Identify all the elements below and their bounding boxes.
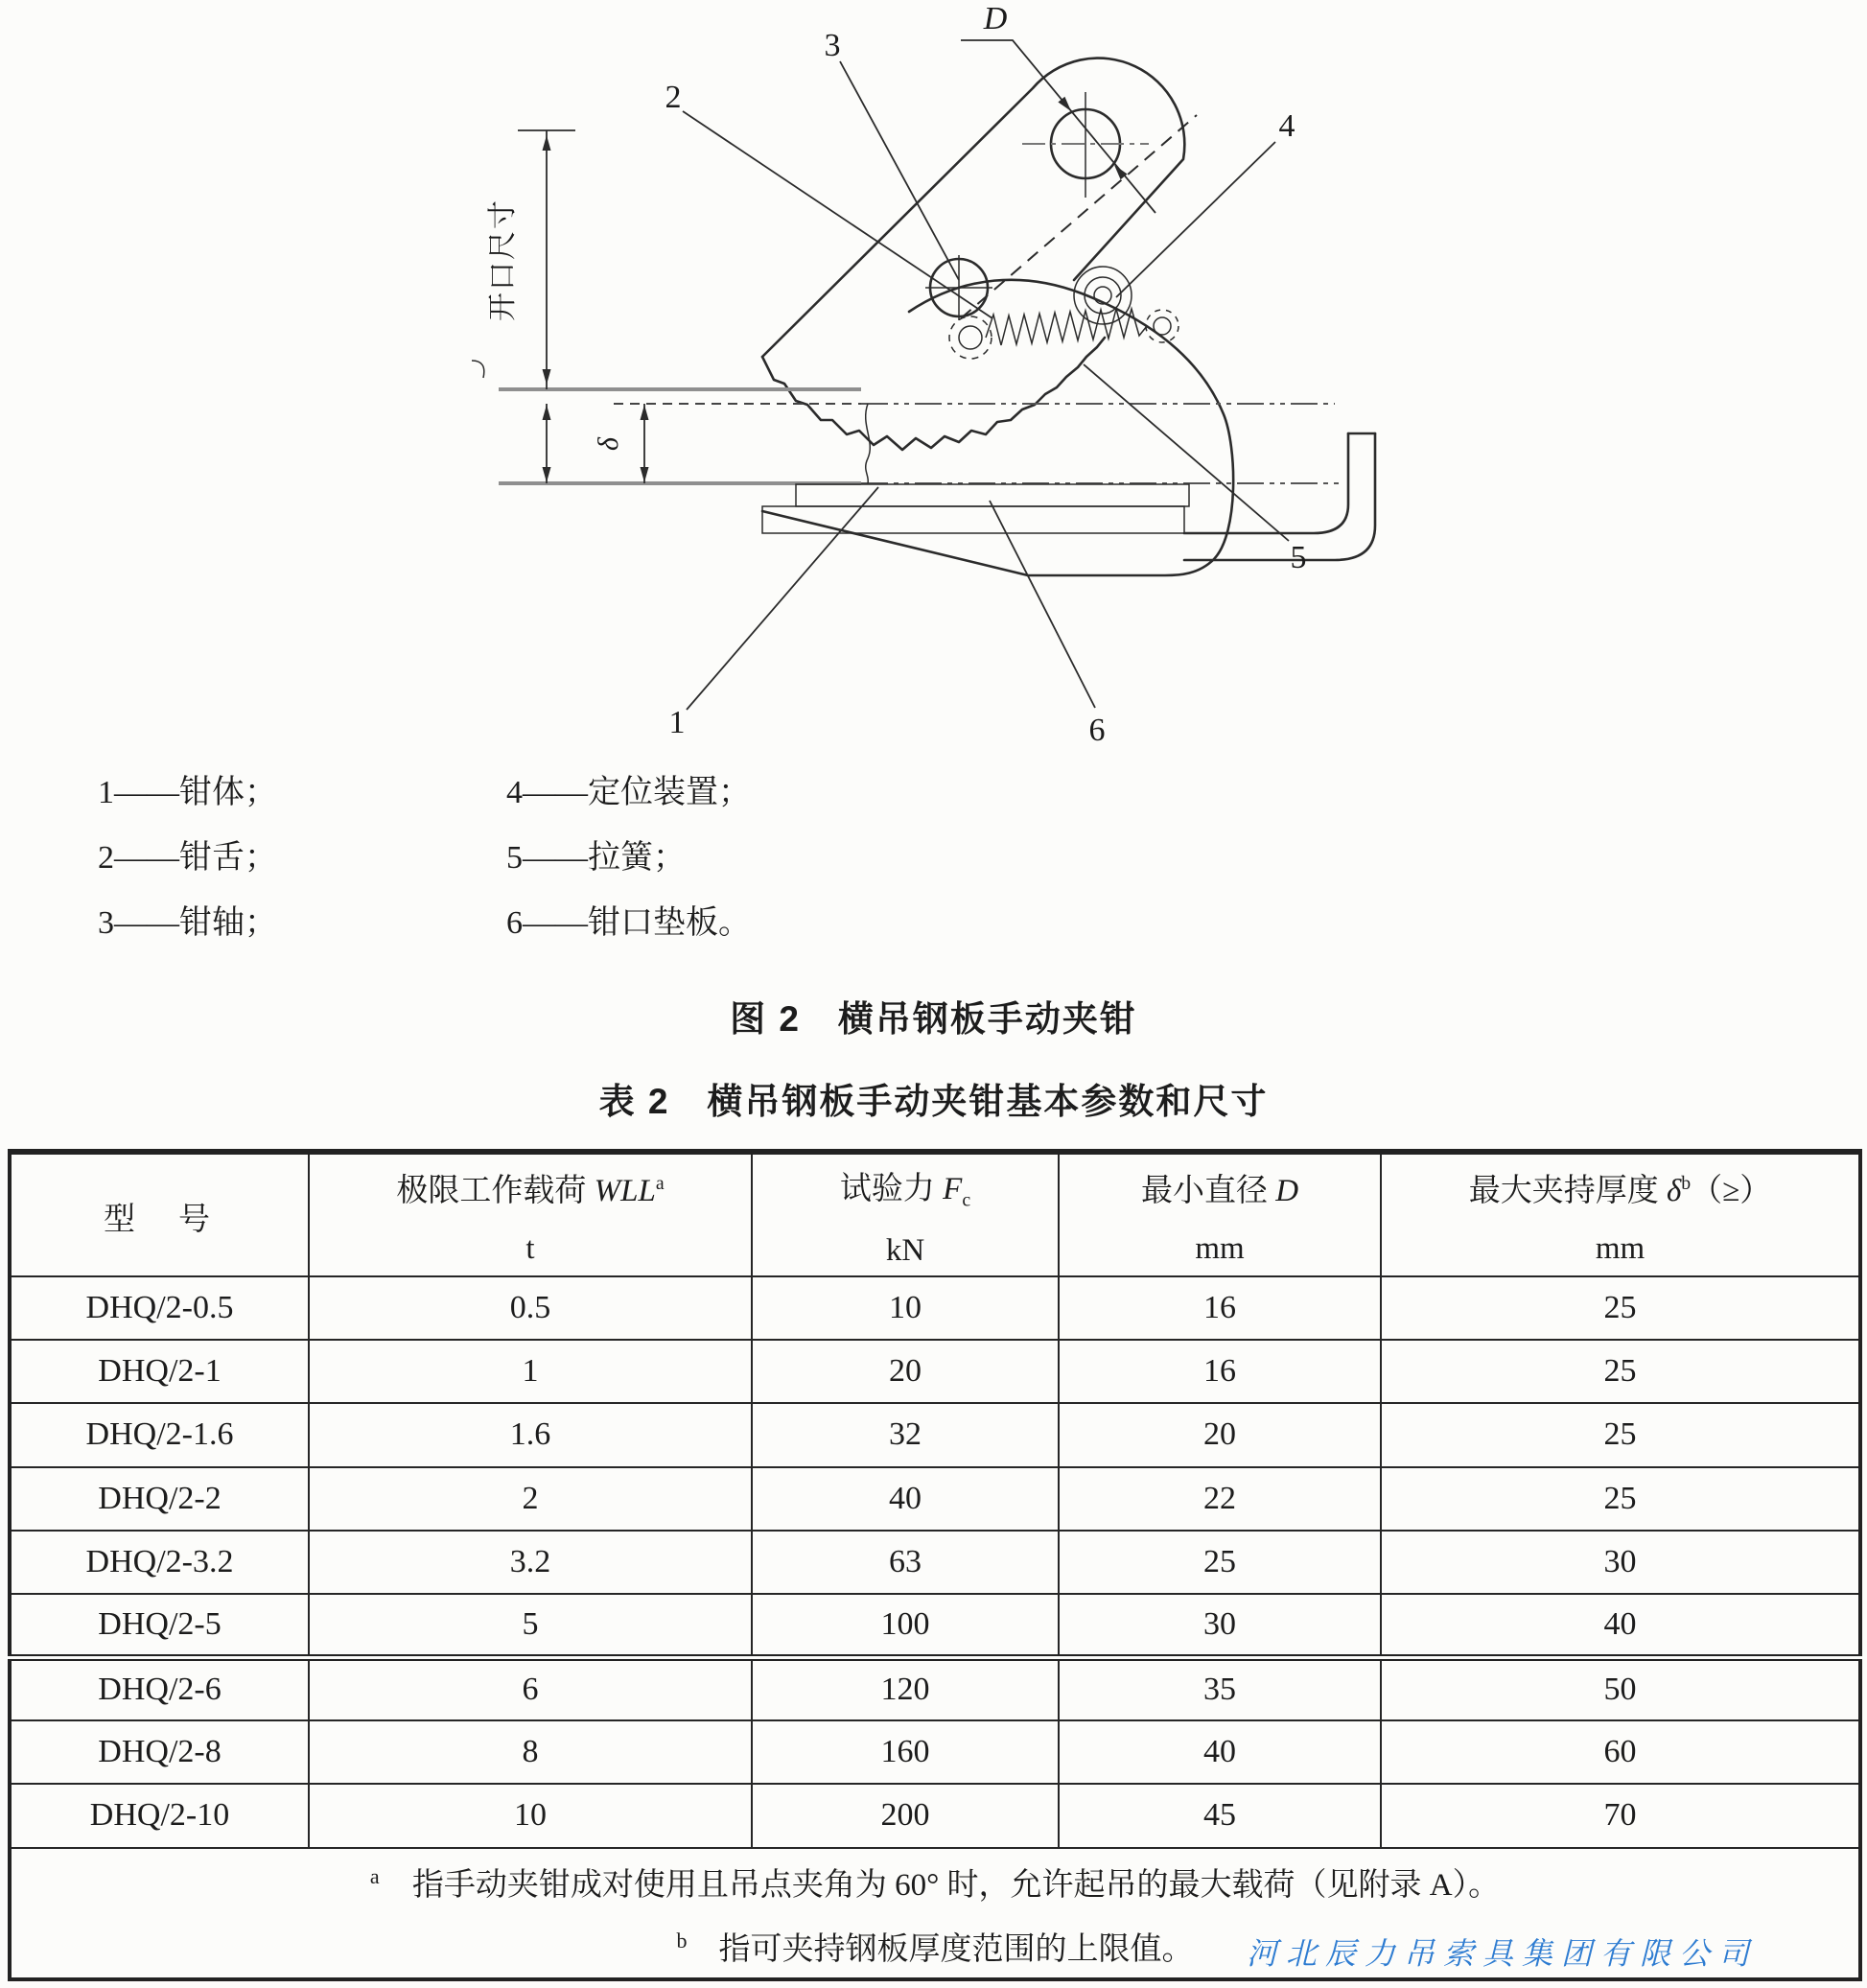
cell-max-thickness: 25 [1381, 1467, 1860, 1531]
footnote-b-marker: b [676, 1928, 688, 1953]
header-max-thickness-title: 最大夹持厚度 [1468, 1174, 1667, 1208]
header-min-diameter-title: 最小直径 [1140, 1174, 1276, 1208]
footnote-a [12, 1849, 1858, 1913]
leader-3 [840, 61, 959, 280]
d-dimension-leader [961, 40, 1155, 213]
cell-max-thickness: 40 [1381, 1594, 1860, 1657]
company-watermark: 河北辰力吊索具集团有限公司 [1247, 1936, 1759, 1971]
legend-item-label: ——定位装置； [523, 775, 751, 810]
legend-item [98, 765, 277, 830]
header-model-title: 型 号 [104, 1202, 216, 1237]
cell-model: DHQ/2-6 [10, 1657, 309, 1720]
table-row [10, 1340, 1860, 1403]
clamp-diagram [0, 0, 1867, 767]
header-max-thickness [1381, 1152, 1860, 1276]
leader-4 [1116, 142, 1275, 297]
cell-max-thickness: 25 [1381, 1403, 1860, 1466]
legend-left-column [98, 765, 277, 961]
cell-wll: 3.2 [309, 1531, 752, 1594]
wll-footnote-ref: a [655, 1173, 665, 1194]
cell-model: DHQ/2-10 [10, 1784, 309, 1847]
legend-item [506, 830, 751, 896]
table-row [10, 1531, 1860, 1594]
cell-test-force: 40 [752, 1467, 1059, 1531]
cell-max-thickness: 25 [1381, 1340, 1860, 1403]
header-max-thickness-unit: mm [1595, 1231, 1645, 1266]
delta-label: δ [593, 435, 624, 451]
header-test-force-unit: kN [885, 1232, 925, 1268]
plate-end-curl [472, 361, 484, 378]
cell-min-diameter: 25 [1059, 1531, 1381, 1594]
test-force-symbol: F [943, 1172, 963, 1207]
opening-size-label: 开口尺寸 [487, 199, 519, 321]
legend-item-number: 4 [506, 775, 523, 810]
cell-model: DHQ/2-5 [10, 1594, 309, 1657]
legend-item-label: ——钳口垫板。 [523, 905, 751, 941]
cell-test-force: 63 [752, 1531, 1059, 1594]
delta-arrow-bottom [641, 467, 649, 482]
phantom-line [961, 115, 1197, 318]
callout-1: 1 [668, 705, 686, 740]
cell-min-diameter: 30 [1059, 1594, 1381, 1657]
header-row [10, 1152, 1860, 1276]
legend-item-label: ——钳体； [114, 775, 277, 810]
legend-item [506, 765, 751, 830]
thickness-symbol: δ [1666, 1174, 1682, 1208]
cell-model: DHQ/2-3.2 [10, 1531, 309, 1594]
cell-wll: 8 [309, 1720, 752, 1784]
spring-right-pin [1154, 317, 1171, 335]
jaw-pad-upper [796, 484, 1189, 506]
leader-6 [990, 501, 1095, 708]
tail-arrow-bottom [543, 467, 551, 482]
cell-wll: 2 [309, 1467, 752, 1531]
cell-min-diameter: 20 [1059, 1403, 1381, 1466]
thickness-footnote-ref: b [1681, 1173, 1692, 1194]
footnote-a-marker: a [369, 1863, 380, 1888]
tail-arrow-top [543, 405, 551, 420]
spring-left-pin-ring [949, 316, 992, 359]
footnote-a-text: 指手动夹钳成对使用且吊点夹角为 60° 时，允许起吊的最大载荷（见附录 A）。 [411, 1867, 1501, 1903]
diameter-symbol: D [1275, 1174, 1299, 1208]
cell-min-diameter: 45 [1059, 1784, 1381, 1847]
leader-5 [1084, 364, 1289, 541]
table-row [10, 1403, 1860, 1466]
cell-model: DHQ/2-1.6 [10, 1403, 309, 1466]
cell-wll: 1.6 [309, 1403, 752, 1466]
legend-item-number: 3 [98, 905, 114, 941]
cell-wll: 10 [309, 1784, 752, 1847]
test-force-subscript: c [962, 1189, 971, 1211]
callout-4: 4 [1278, 108, 1295, 144]
cell-test-force: 100 [752, 1594, 1059, 1657]
legend-item-number: 6 [506, 905, 523, 941]
legend-item-label: ——钳舌； [114, 840, 277, 876]
cell-min-diameter: 16 [1059, 1340, 1381, 1403]
axle-cross [925, 255, 992, 320]
cell-test-force: 160 [752, 1720, 1059, 1784]
cell-min-diameter: 35 [1059, 1657, 1381, 1720]
leader-2 [683, 111, 992, 318]
legend-item-label: ——拉簧； [523, 840, 686, 876]
tongue-serrated-edge [762, 338, 1105, 450]
leader-1 [687, 487, 878, 710]
spring-left-pin [959, 326, 982, 349]
wll-symbol: WLL [594, 1174, 656, 1208]
callout-5: 5 [1290, 540, 1307, 575]
cell-test-force: 20 [752, 1340, 1059, 1403]
cell-wll: 6 [309, 1657, 752, 1720]
parameters-table [8, 1149, 1862, 1981]
callout-2: 2 [665, 80, 682, 115]
header-test-force-title: 试验力 [839, 1172, 944, 1207]
cell-min-diameter: 16 [1059, 1276, 1381, 1340]
cell-max-thickness: 60 [1381, 1720, 1860, 1784]
positioner-mid [1085, 277, 1121, 314]
table-row [10, 1276, 1860, 1340]
legend-item-label: ——钳轴； [114, 905, 277, 941]
header-wll-title: 极限工作载荷 [396, 1174, 595, 1208]
legend-item-number: 2 [98, 840, 114, 876]
opening-arrow-bottom [543, 369, 551, 385]
legend-item-number: 5 [506, 840, 523, 876]
header-min-diameter-unit: mm [1195, 1231, 1245, 1266]
header-wll [309, 1152, 752, 1276]
delta-arrow-top [641, 405, 649, 420]
spring-coil [986, 309, 1147, 345]
header-wll-unit: t [525, 1231, 535, 1266]
callout-6: 6 [1088, 713, 1106, 748]
callout-3: 3 [824, 28, 841, 63]
legend-item [98, 896, 277, 961]
footnote-b-text: 指可夹持钢板厚度范围的上限值。 [718, 1931, 1194, 1967]
cell-model: DHQ/2-1 [10, 1340, 309, 1403]
table-row [10, 1467, 1860, 1531]
header-min-diameter [1059, 1152, 1381, 1276]
cell-model: DHQ/2-8 [10, 1720, 309, 1784]
legend-item [506, 896, 751, 961]
cell-test-force: 10 [752, 1276, 1059, 1340]
legend-item [98, 830, 277, 896]
cell-test-force: 32 [752, 1403, 1059, 1466]
thickness-condition: （≥） [1691, 1174, 1772, 1208]
figure-caption: 图 2 横吊钢板手动夹钳 [730, 999, 1137, 1039]
plate-break-line [866, 404, 871, 483]
cell-max-thickness: 30 [1381, 1531, 1860, 1594]
cell-test-force: 200 [752, 1784, 1059, 1847]
legend-right-column [506, 765, 751, 961]
cell-wll: 0.5 [309, 1276, 752, 1340]
cell-max-thickness: 25 [1381, 1276, 1860, 1340]
table-row [10, 1720, 1860, 1784]
cell-test-force: 120 [752, 1657, 1059, 1720]
jaw-bracket-outer [1184, 433, 1375, 560]
table-row [10, 1657, 1860, 1720]
table-row [10, 1784, 1860, 1847]
cell-max-thickness: 50 [1381, 1657, 1860, 1720]
jaw-pad-lower [762, 506, 1184, 533]
header-test-force [752, 1152, 1059, 1276]
cell-min-diameter: 22 [1059, 1467, 1381, 1531]
cell-max-thickness: 70 [1381, 1784, 1860, 1847]
cell-wll: 5 [309, 1594, 752, 1657]
body-outline [762, 280, 1233, 575]
opening-arrow-top [543, 135, 551, 151]
table-row [10, 1594, 1860, 1657]
cell-wll: 1 [309, 1340, 752, 1403]
cell-model: DHQ/2-2 [10, 1467, 309, 1531]
table-caption: 表 2 横吊钢板手动夹钳基本参数和尺寸 [598, 1082, 1269, 1121]
d-label: D [983, 1, 1008, 36]
legend-item-number: 1 [98, 775, 114, 810]
cell-model: DHQ/2-0.5 [10, 1276, 309, 1340]
cell-min-diameter: 40 [1059, 1720, 1381, 1784]
header-model [10, 1152, 309, 1276]
